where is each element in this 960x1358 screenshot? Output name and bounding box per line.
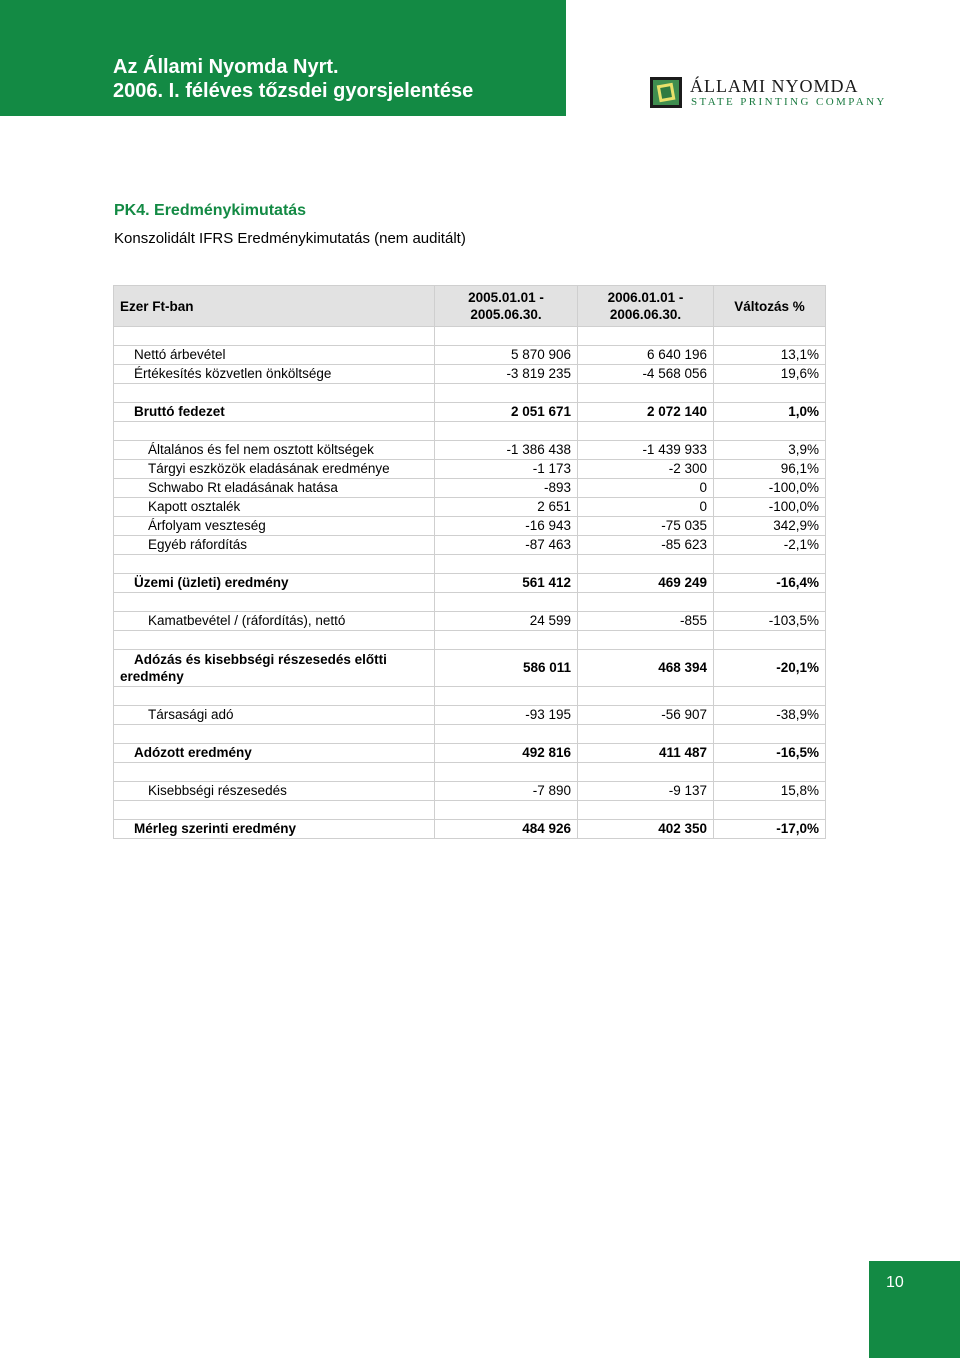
row-change: -16,4% [714,574,826,593]
row-label: Társasági adó [114,706,435,725]
row-value-2006: 469 249 [578,574,714,593]
spacer-row [114,384,826,403]
row-label: Schwabo Rt eladásának hatása [114,479,435,498]
row-label: Általános és fel nem osztott költségek [114,441,435,460]
table-row [114,612,826,631]
company-logo-name: ÁLLAMI NYOMDA [690,76,859,96]
row-value-2006: 0 [578,498,714,517]
spacer-row [114,327,826,346]
row-value-2005: 2 051 671 [435,403,578,422]
row-label: Kamatbevétel / (ráfordítás), nettó [114,612,435,631]
column-header-change: Változás % [714,286,826,327]
row-value-2006: 2 072 140 [578,403,714,422]
row-value-2005: 2 651 [435,498,578,517]
row-change: 15,8% [714,782,826,801]
row-label: Értékesítés közvetlen önköltsége [114,365,435,384]
row-value-2006: 468 394 [578,650,714,687]
spacer-row [114,763,826,782]
state-printing-logo-icon [650,77,682,108]
row-change: 19,6% [714,365,826,384]
row-label: Kapott osztalék [114,498,435,517]
row-value-2006: -56 907 [578,706,714,725]
row-value-2006: 402 350 [578,820,714,839]
row-change: -16,5% [714,744,826,763]
row-change: -20,1% [714,650,826,687]
report-title: Az Állami Nyomda Nyrt. [113,56,339,78]
table-row [114,536,826,555]
row-value-2005: -16 943 [435,517,578,536]
row-label: Adózott eredmény [114,744,435,763]
report-subtitle: 2006. I. féléves tőzsdei gyorsjelentése [113,80,474,102]
row-label: Üzemi (üzleti) eredmény [114,574,435,593]
table-row [114,498,826,517]
row-change: -2,1% [714,536,826,555]
section-title: PK4. Eredménykimutatás [114,202,307,219]
spacer-row [114,725,826,744]
row-value-2005: -1 173 [435,460,578,479]
row-value-2006: -4 568 056 [578,365,714,384]
row-value-2005: -893 [435,479,578,498]
table-header-row [114,286,826,327]
table-row [114,820,826,839]
column-header-2005: 2005.01.01 - 2005.06.30. [435,286,578,327]
row-label: Bruttó fedezet [114,403,435,422]
spacer-row [114,687,826,706]
page-number-box [869,1261,960,1358]
row-value-2006: 0 [578,479,714,498]
row-value-2006: -2 300 [578,460,714,479]
row-value-2006: -85 623 [578,536,714,555]
row-label: Árfolyam veszteség [114,517,435,536]
row-label: Mérleg szerinti eredmény [114,820,435,839]
row-change: 1,0% [714,403,826,422]
row-change: -100,0% [714,498,826,517]
column-header-unit: Ezer Ft-ban [114,286,435,327]
row-value-2005: -3 819 235 [435,365,578,384]
row-value-2005: -93 195 [435,706,578,725]
spacer-row [114,422,826,441]
table-row [114,744,826,763]
row-value-2006: 411 487 [578,744,714,763]
row-label: Egyéb ráfordítás [114,536,435,555]
row-label: Tárgyi eszközök eladásának eredménye [114,460,435,479]
page-number: 10 [886,1274,904,1291]
row-label: Kisebbségi részesedés [114,782,435,801]
income-statement-table [113,285,826,839]
row-value-2005: 24 599 [435,612,578,631]
row-change: -17,0% [714,820,826,839]
table-row [114,346,826,365]
row-value-2006: -1 439 933 [578,441,714,460]
spacer-row [114,555,826,574]
row-value-2005: 492 816 [435,744,578,763]
row-change: -38,9% [714,706,826,725]
row-label: Nettó árbevétel [114,346,435,365]
row-value-2005: -1 386 438 [435,441,578,460]
row-change: 3,9% [714,441,826,460]
spacer-row [114,631,826,650]
table-row [114,403,826,422]
row-value-2006: 6 640 196 [578,346,714,365]
table-row [114,479,826,498]
table-row [114,441,826,460]
section-subtitle: Konszolidált IFRS Eredménykimutatás (nem auditált) [114,230,466,247]
table-row [114,517,826,536]
column-header-2006: 2006.01.01 - 2006.06.30. [578,286,714,327]
row-value-2006: -9 137 [578,782,714,801]
row-value-2005: -7 890 [435,782,578,801]
row-change: 13,1% [714,346,826,365]
row-value-2005: 484 926 [435,820,578,839]
table-row [114,365,826,384]
row-label: Adózás és kisebbségi részesedés előtti eredmény [114,650,435,687]
table-row [114,574,826,593]
table-row [114,782,826,801]
row-value-2005: 561 412 [435,574,578,593]
table-row [114,706,826,725]
table-row [114,650,826,687]
table-row [114,460,826,479]
spacer-row [114,593,826,612]
row-value-2005: 5 870 906 [435,346,578,365]
spacer-row [114,801,826,820]
row-value-2005: -87 463 [435,536,578,555]
row-value-2005: 586 011 [435,650,578,687]
row-value-2006: -75 035 [578,517,714,536]
row-change: 96,1% [714,460,826,479]
row-change: -100,0% [714,479,826,498]
row-change: 342,9% [714,517,826,536]
row-value-2006: -855 [578,612,714,631]
company-logo-subtitle: STATE PRINTING COMPANY [691,96,887,108]
row-change: -103,5% [714,612,826,631]
